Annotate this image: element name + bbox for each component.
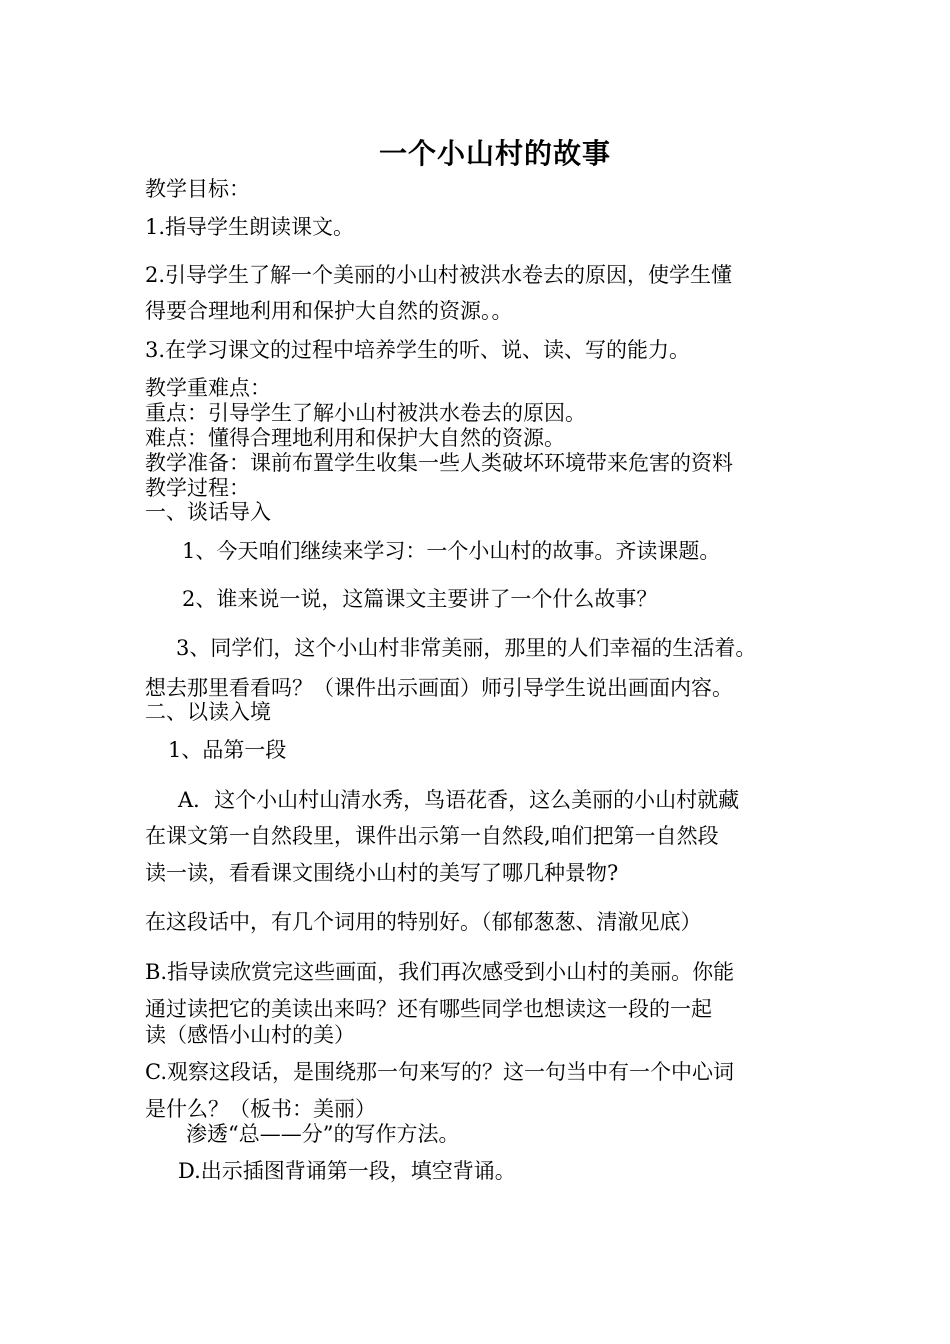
part-1-heading: 一、谈话导入 <box>145 500 271 524</box>
paragraph-b-line-2: 通过读把它的美读出来吗？还有哪些同学也想读这一段的一起 <box>145 997 712 1021</box>
part-1-item-1: 1、今天咱们继续来学习：一个小山村的故事。齐读课题。 <box>182 539 721 563</box>
objective-2-line-2: 得要合理地利用和保护大自然的资源。。 <box>145 299 513 323</box>
paragraph-c-line-1: C.观察这段话，是围绕那一句来写的？这一句当中有一个中心词 <box>145 1060 734 1084</box>
paragraph-b-line-1: B.指导读欣赏完这些画面，我们再次感受到小山村的美丽。你能 <box>145 960 735 984</box>
paragraph-b-line-3: 读（感悟小山村的美） <box>145 1023 355 1047</box>
difficult-point: 难点：懂得合理地利用和保护大自然的资源。 <box>145 426 565 450</box>
paragraph-c-line-2: 是什么？（板书：美丽） <box>145 1097 376 1121</box>
paragraph-a-line-2: 在课文第一自然段里，课件出示第一自然段,咱们把第一自然段 <box>145 824 719 848</box>
document-title: 一个小山村的故事 <box>378 137 611 170</box>
part-1-item-3-line-2: 想去那里看看吗？（课件出示画面）师引导学生说出画面内容。 <box>145 676 733 700</box>
section-heading-objectives: 教学目标： <box>145 177 250 201</box>
paragraph-d: D.出示插图背诵第一段，填空背诵。 <box>178 1159 516 1183</box>
section-heading-key-points: 教学重难点： <box>145 376 271 400</box>
part-1-item-2: 2、谁来说一说，这篇课文主要讲了一个什么故事？ <box>182 587 658 611</box>
key-point: 重点：引导学生了解小山村被洪水卷去的原因。 <box>145 401 586 425</box>
paragraph-a-line-3: 读一读，看看课文围绕小山村的美写了哪几种景物? <box>145 861 619 885</box>
paragraph-a-line-1: A．这个小山村山清水秀，鸟语花香，这么美丽的小山村就藏 <box>178 788 740 812</box>
teaching-preparation: 教学准备：课前布置学生收集一些人类破坏环境带来危害的资料 <box>145 451 733 475</box>
part-1-item-3-line-1: 3、同学们，这个小山村非常美丽，那里的人们幸福的生活着。 <box>176 636 757 660</box>
objective-2-line-1: 2.引导学生了解一个美丽的小山村被洪水卷去的原因，使学生懂 <box>145 263 733 287</box>
objective-1: 1.指导学生朗读课文。 <box>145 215 355 239</box>
objective-3: 3.在学习课文的过程中培养学生的听、说、读、写的能力。 <box>145 338 691 362</box>
section-heading-process: 教学过程： <box>145 476 250 500</box>
part-2-heading: 二、以读入境 <box>145 700 271 724</box>
paragraph-c-line-3: 渗透“总——分”的写作方法。 <box>186 1122 460 1146</box>
paragraph-words: 在这段话中，有几个词用的特别好。（郁郁葱葱、清澈见底） <box>145 910 702 934</box>
part-2-item-1-heading: 1、品第一段 <box>168 738 287 762</box>
